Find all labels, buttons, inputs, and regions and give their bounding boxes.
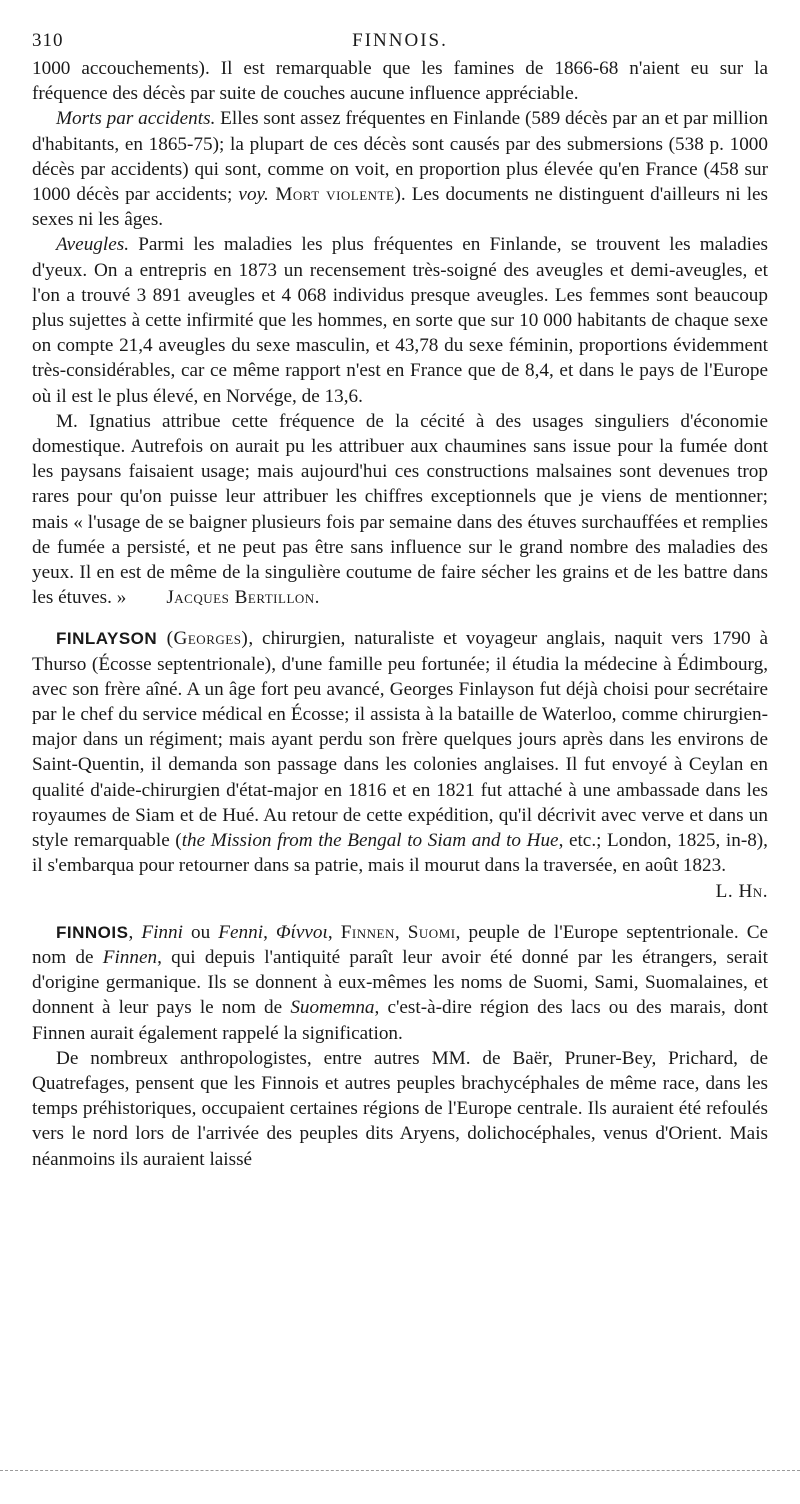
separator: , — [327, 921, 341, 943]
paragraph-accidents — [32, 106, 768, 232]
page-number: 310 — [32, 30, 64, 51]
paragraph-continuation: 1000 accouchements). Il est remarquable que les famines de 1866-68 n'aient eu sur la fréquence des décès par suite de couches aucune influence appréciable. — [32, 58, 768, 105]
text-finnois-c: , c'est-à-dire région des lacs ou des marais, dont Finnen aurait également rappelé la signification. — [32, 997, 768, 1044]
author-signature-bertillon: Jacques Bertillon. — [166, 587, 320, 609]
text-accidents-b: ). Les documents ne distinguent d'ailleurs ni les sexes ni les âges. — [32, 184, 769, 231]
running-head — [32, 30, 768, 56]
name-fenni: Fenni — [218, 921, 264, 943]
paragraph-aveugles — [32, 232, 768, 408]
text-finnois-a: , peuple de l'Europe septentrionale. Ce nom de — [32, 921, 769, 968]
entry-finlayson — [32, 626, 768, 878]
name-finnen: Finnen — [340, 921, 395, 943]
author-signature-hn: L. Hn. — [715, 880, 768, 902]
running-title: FINNOIS. — [352, 30, 448, 51]
name-suomi: Suomi — [407, 921, 456, 943]
text-ignatius: M. Ignatius attribue cette fréquence de la cécité à des usages singuliers d'économie domestique. Autrefois on aurait pu les attribuer aux chaumines sans issue pour la fumée dont les paysans faisaient usage; mais aujourd'hui ces constructions malsaines sont devenues trop rares pour qu'on puisse leur attribuer les chiffres exceptionnels que je viens de mentionner; mais « l'usage de se baigner plusieurs fois par semaine dans des étuves surchauffées et remplies de fumée a persisté, et ne peut pas être sans influence sur le grand nombre des maladies des yeux. Il en est de même de la singulière coutume de faire sécher les grains et de les battre dans les étuves. » — [32, 410, 768, 609]
subheading-aveugles: Aveugles. — [56, 234, 129, 256]
document-page — [32, 30, 768, 1172]
paragraph-ignatius — [32, 409, 768, 611]
text-finlayson-a: , chirurgien, naturaliste et voyageur anglais, naquit vers 1790 à Thurso (Écosse septentrionale), d'une famille peu fortunée; il étudia la médecine à Édimbourg, avec son frère aîné. A un âge fort peu avancé, Georges Finlayson fut déjà choisi pour secrétaire par le chef du service médical en Écosse; il assista à la bataille de Waterloo, comme chirurgien-major dans un régiment; mais ayant perdu son frère quelques jours après dans les environs de Saint-Quentin, il demanda son passage dans les colonies anglaises. Il fut envoyé à Ceylan en qualité d'aide-chirurgien d'état-major en 1816 et en 1821 fut attaché à une ambassade dans les royaumes de Siam et de Hué. Au retour de cette expédition, qu'il décrivit avec verve et dans un style remarquable ( — [32, 628, 768, 852]
text-aveugles: Parmi les maladies les plus fréquentes en Finlande, se trouvent les maladies d'yeux. On a entrepris en 1873 un recensement très-soigné des aveugles et demi-aveugles, et l'on a trouvé 3 891 aveugles et 4 068 individus presque aveugles. Les femmes sont beaucoup plus sujettes à cette infirmité que les hommes, en sorte que sur 10 000 habitants de chaque sexe on compte 21,4 aveugles du sexe masculin, et 43,78 du sexe féminin, proportions évidemment très-considérables, car ce même rapport n'est en France que de 8,4, et dans le pays de l'Europe où il est le plus élevé, en Norvége, de 13,6. — [32, 234, 768, 407]
subheading-accidents: Morts par accidents. — [56, 108, 216, 130]
paragraph-anthropologistes: De nombreux anthropologistes, entre autres MM. de Baër, Pruner-Bey, Prichard, de Quatrefages, pensent que les Finnois et autres peuples brachycéphales de même race, dans les temps préhistoriques, occupaient certaines régions de l'Europe centrale. Ils auraient été refoulés vers le nord lors de l'arrivée des peuples dits Aryens, dolichocéphales, venus d'Orient. Mais néanmoins ils auraient laissé — [32, 1047, 768, 1170]
text-voy: voy. — [238, 184, 269, 206]
separator: , — [394, 921, 408, 943]
italic-finnen: Finnen — [102, 946, 158, 968]
forename-georges: (Georges) — [157, 628, 249, 650]
separator: , — [128, 921, 142, 943]
text-finlayson-b: , etc.; London, 1825, in-8), il s'embarqua pour retourner dans sa patrie, mais il mourut dans la traversée, en août 1823. — [32, 830, 768, 877]
cross-reference: Mort violente — [268, 184, 395, 206]
conjunction-ou: ou — [182, 921, 219, 943]
headword-finlayson: FINLAYSON — [56, 629, 158, 649]
entry-finnois — [32, 920, 768, 1046]
italic-suomemna: Suomemna — [290, 997, 375, 1019]
name-greek: Φίννοι — [275, 921, 328, 943]
text-accidents-a: Elles sont assez fréquentes en Finlande (589 décès par an et par million d'habitants, en 1865-75); la plupart de ces décès sont causés par des submersions (538 p. 1000 décès par accidents) qui sont, comme on voit, en proportion plus élevée qu'en France (458 sur 1000 décès par accidents; — [32, 108, 769, 206]
author-signature-line — [32, 879, 768, 904]
page-bottom-rule — [0, 1470, 800, 1471]
book-title: the Mission from the Bengal to Siam and to Hue — [181, 830, 559, 852]
headword-finnois: FINNOIS — [56, 922, 129, 942]
text-finnois-b: , qui depuis l'antiquité paraît leur avoir été donné par les étrangers, serait d'origine germanique. Ils se donnent à eux-mêmes les noms de Suomi, Sami, Suomalaines, et donnent à leur pays le nom de — [32, 946, 768, 1019]
name-finni: Finni — [141, 921, 183, 943]
separator: , — [263, 921, 276, 943]
